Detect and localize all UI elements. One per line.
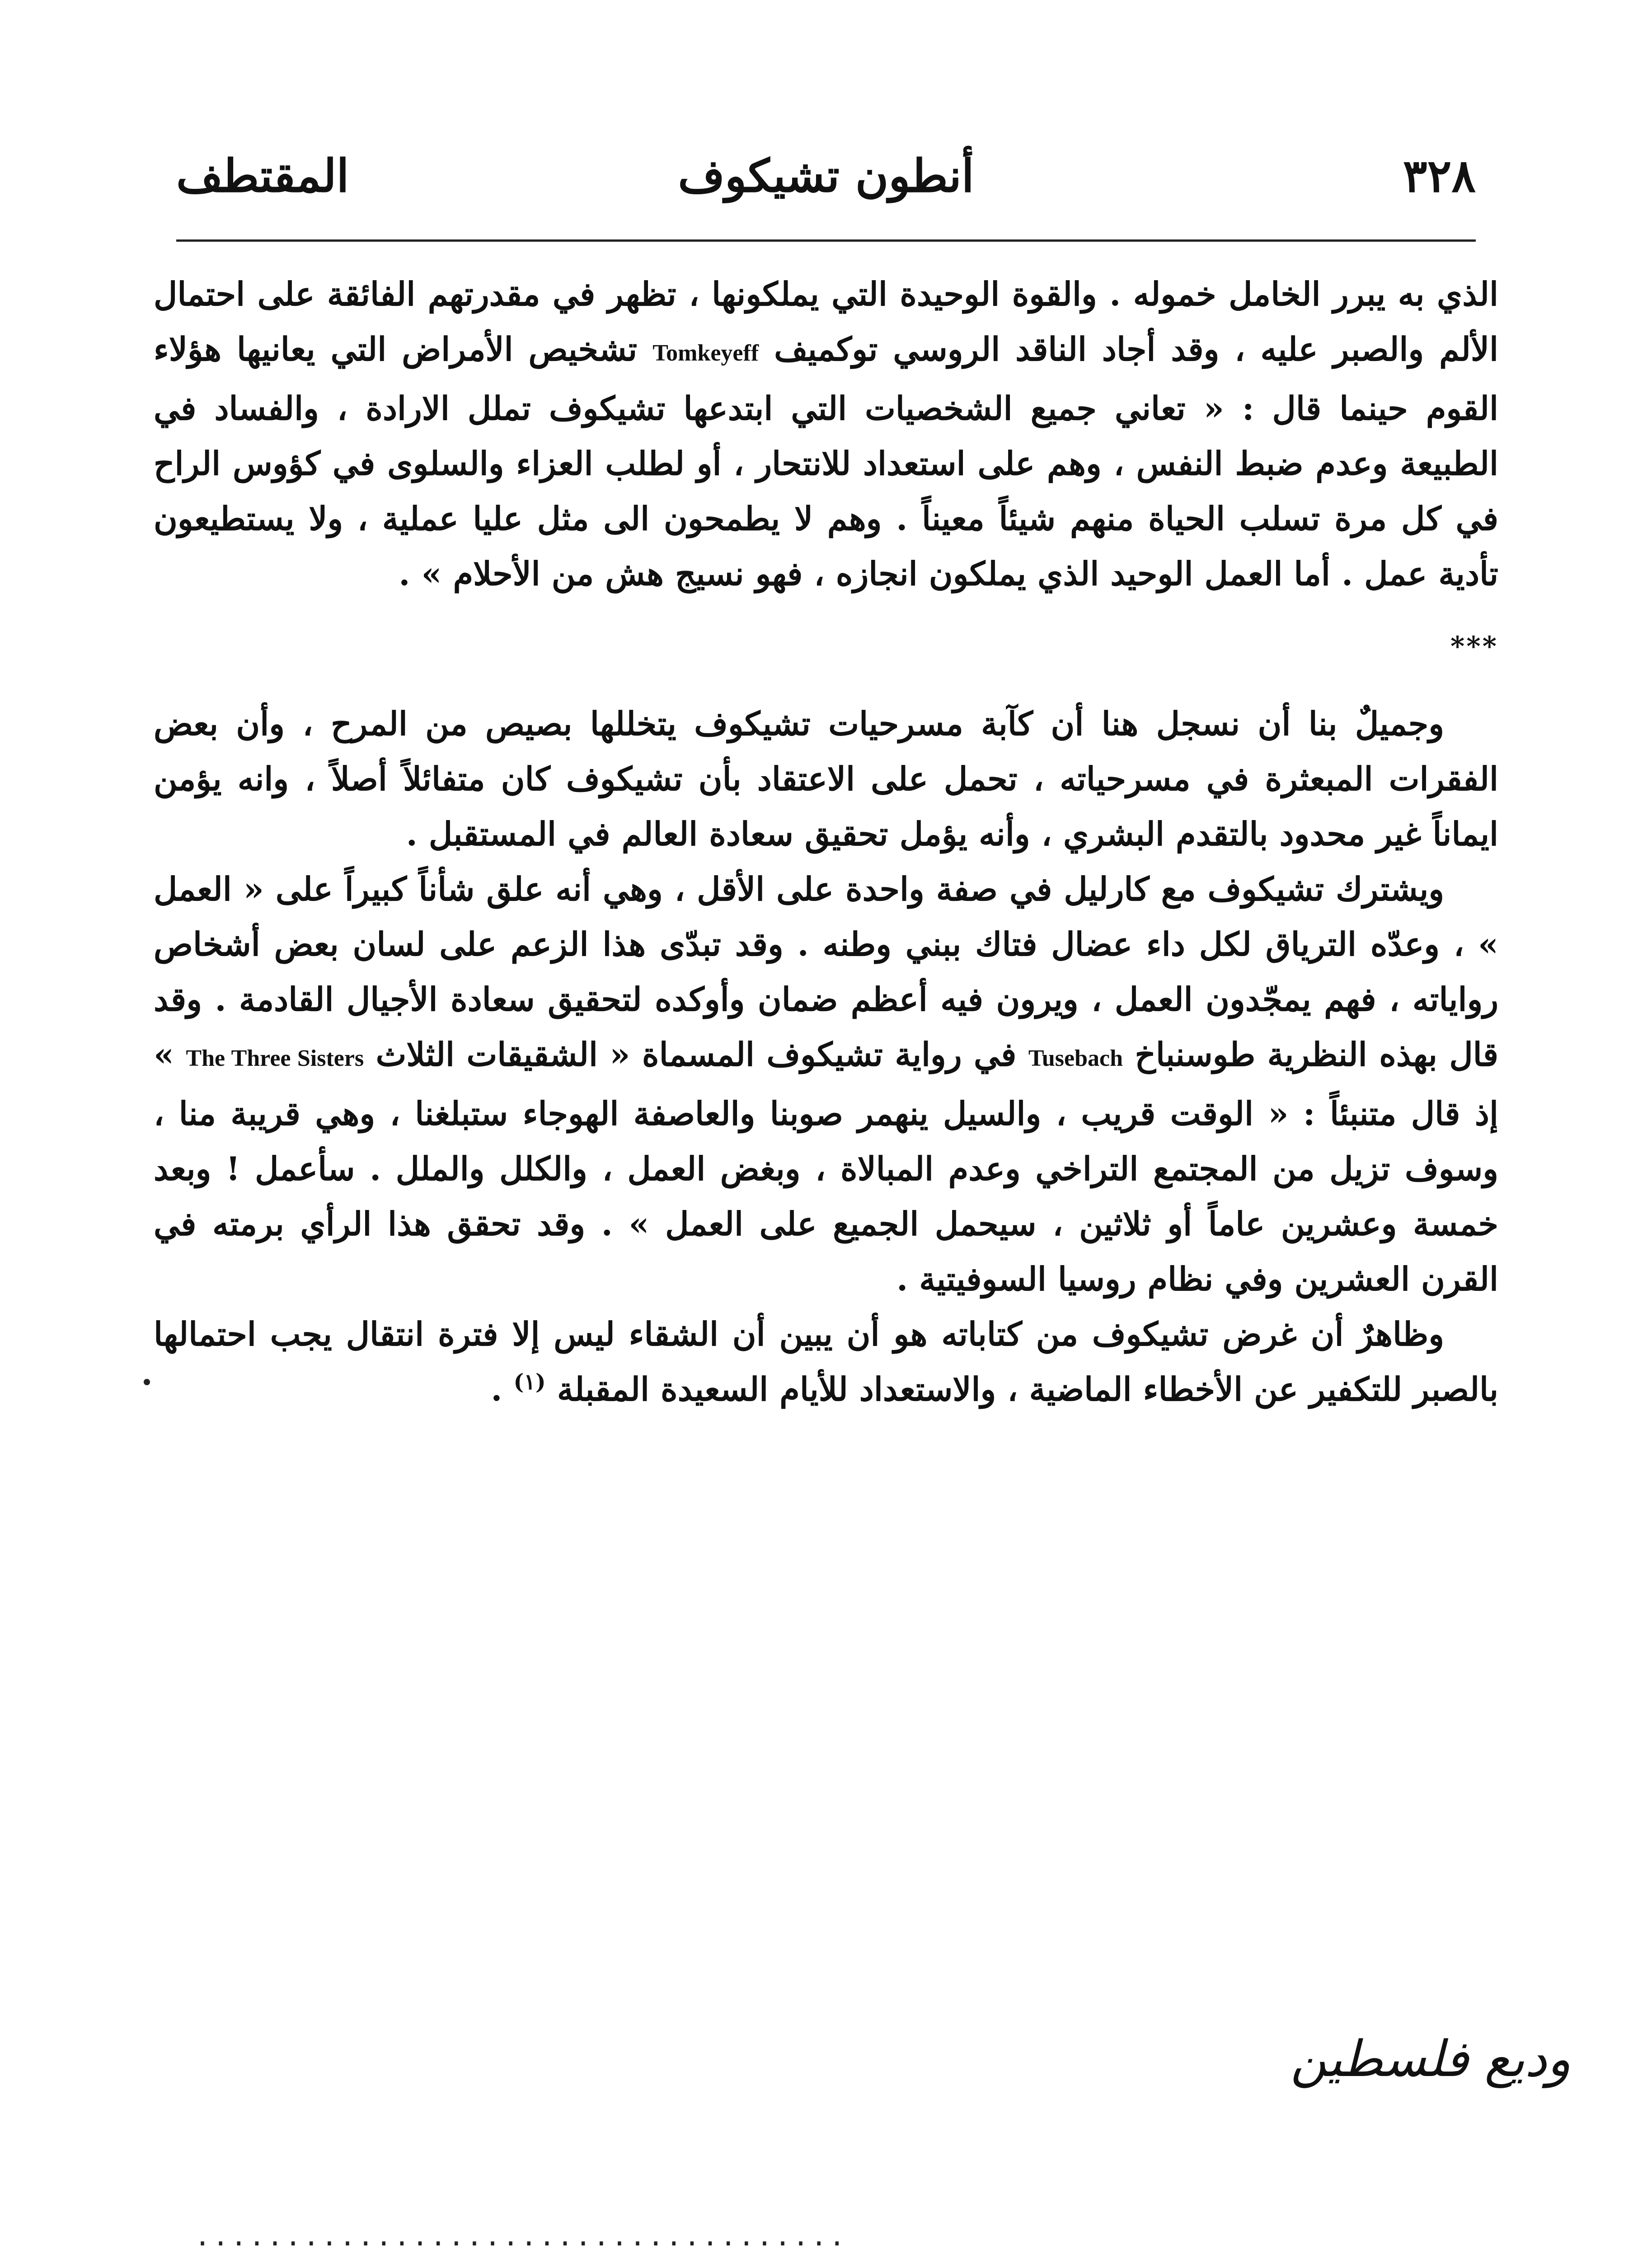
latin-title-three-sisters: The Three Sisters bbox=[186, 1045, 364, 1071]
header-rule bbox=[176, 239, 1476, 242]
running-title: أنطون تشيكوف bbox=[678, 149, 974, 202]
paragraph-2: وجميلٌ بنا أن نسجل هنا أن كآبة مسرحيات تشيكوف يتخللها بصيص من المرح ، وأن بعض الفقرات المبعثرة في مسرحياته ، تحمل على الاعتقاد بأن تشيكوف كان متفائلاً أصلاً ، وانه يؤمن ايماناً غير محدود بالتقدم البشري ، وأنه يؤمل تحقيق سعادة العالم في المستقبل . bbox=[154, 704, 1498, 853]
page-number: ٣٢٨ bbox=[1403, 149, 1476, 202]
signature-text: وديع فلسطين bbox=[1291, 2030, 1571, 2088]
paragraph-3-text-a: ويشترك تشيكوف مع كارليل في صفة واحدة على الأقل ، وهي أنه علق شأناً كبيراً على « العمل » ، وعدّه الترياق لكل داء عضال فتاك ببني وطنه . وقد تبدّى هذا الزعم على لسان بعض أشخاص رواياته ، فهم يمجّدون العمل ، ويرون فيه أعظم ضمان وأوكده لتحقيق سعادة الأجيال القادمة . وقد قال بهذه النظرية طوسنباخ bbox=[154, 870, 1498, 1073]
paragraph-4 bbox=[154, 1307, 1498, 1417]
section-separator: *** bbox=[1450, 631, 1498, 662]
paragraph-1 bbox=[154, 267, 1498, 601]
latin-name-tomkeyeff: Tomkeyeff bbox=[652, 340, 759, 366]
paragraph-3 bbox=[154, 862, 1498, 1307]
author-signature bbox=[812, 2024, 1571, 2101]
paragraph-1-text: الذي به يبرر الخامل خموله . والقوة الوحيدة التي يملكونها ، تظهر في مقدرتهم الفائقة على احتمال الألم والصبر عليه ، وقد أجاد الناقد الروسي توكميف bbox=[154, 275, 1499, 368]
latin-name-tusebach: Tusebach bbox=[1028, 1045, 1123, 1071]
paragraph-4-end: . bbox=[491, 1370, 502, 1408]
page-header bbox=[176, 149, 1476, 217]
paragraph-3-text-c: » إذ قال متنبئاً : « الوقت قريب ، والسيل ينهمر صوبنا والعاصفة الهوجاء ستبلغنا ، وهي قريبة منا ، وسوف تزيل من المجتمع التراخي وعدم المبالاة ، وبغض العمل ، والكلل والملل . سأعمل ! وبعد خمسة وعشرين عاماً أو ثلاثين ، سيحمل الجميع على العمل » . وقد تحقق هذا الرأي برمته في القرن العشرين وفي نظام روسيا السوفيتية . bbox=[154, 1035, 1498, 1298]
journal-name: المقتطف bbox=[176, 149, 349, 202]
footnote-separator: .................................... bbox=[194, 2221, 847, 2252]
paragraph-4-text: وظاهرٌ أن غرض تشيكوف من كتاباته هو أن يبين أن الشقاء ليس إلا فترة انتقال يجب احتمالها بالصبر للتكفير عن الأخطاء الماضية ، والاستعداد للأيام السعيدة المقبلة bbox=[154, 1315, 1498, 1408]
article-body bbox=[154, 267, 1498, 1417]
paragraph-3-text-b: في رواية تشيكوف المسماة « الشقيقات الثلاث bbox=[375, 1035, 1017, 1073]
footnote-reference: (١) bbox=[513, 1369, 546, 1395]
margin-mark bbox=[144, 1379, 150, 1385]
paragraph-1-continued: تشخيص الأمراض التي يعانيها هؤلاء القوم حينما قال : « تعاني جميع الشخصيات التي ابتدعها تشيكوف تملل الارادة ، والفساد في الطبيعة وعدم ضبط النفس ، وهم على استعداد للانتحار ، أو لطلب العزاء والسلوى في كؤوس الراح في كل مرة تسلب الحياة منهم شيئاً معيناً . وهم لا يطمحون الى مثل عليا عملية ، ولا يستطيعون تأدية عمل . أما العمل الوحيد الذي يملكون انجازه ، فهو نسيج هش من الأحلام » . bbox=[154, 330, 1498, 593]
